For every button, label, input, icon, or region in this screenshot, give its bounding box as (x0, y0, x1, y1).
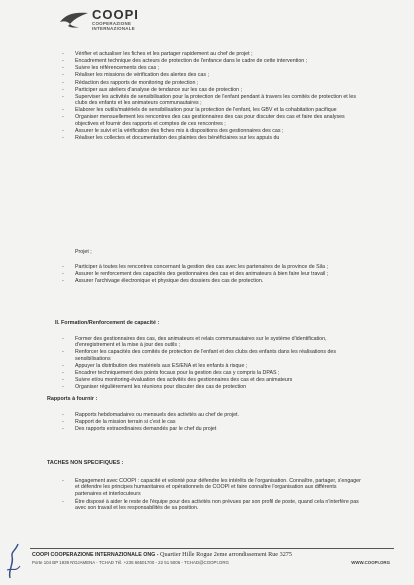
list-item: - Organiser mensuellement les rencontres des cas gestionnaires des cas pour discuter des cas et faire des analyses objectives et fournir des rapports et comptes de ces rencontres ; (62, 114, 345, 127)
list-item: - Suivre les référencements des cas ; (62, 65, 160, 72)
list-item: - Être disposé à aider le reste de l'équipe pour des activités non prévues par son profil de poste, quand cela n'interfère pas avec son travail et les responsabilités de sa position. (62, 499, 359, 512)
list-item: - Rapport de la mission terrain si c'est le cas (62, 419, 176, 426)
list-item: - Assurer le suivi et la vérification des fiches mis à dispositions des gestionnaires des cas ; (62, 127, 284, 134)
footer-website: WWW.COOPI.ORG (351, 560, 390, 565)
coopi-bird-icon (58, 10, 90, 30)
list-item: - Suivre et/ou monitoring-évaluation des activités des gestionnaires des cas et des animateurs (62, 377, 293, 384)
footer-contact: Porte 104 BP 1939 N'DJAMENA - TCHAD Tél. +235 66501700 - 22 51 5006 - TCHAD@COOPI.ORG WWW.COOPI.ORG (32, 560, 390, 565)
list-item: - Assurer l'archivage électronique et physique des dossiers des cas de protection. (62, 278, 264, 285)
list-item: - Superviser les activités de sensibilisation pour la protection de l'enfant pendant à travers les comités de protection et les clubs des enfants et les animateurs communautaires ; (62, 93, 357, 107)
list-item: - Réaliser les missions de vérification des alertes des cas ; (62, 72, 209, 79)
reports-list (62, 412, 358, 433)
list-item: - Organiser régulièrement les réunions pour discuter des cas de protection (62, 384, 247, 391)
list-item: - Participer aux ateliers d'analyse de tendance sur les cas de protection ; (62, 86, 243, 93)
training-list (62, 336, 358, 392)
list-item: - Encadrement technique des acteurs de protection de l'enfance dans le cadre de cette intervention ; (62, 58, 308, 65)
section-heading-reports: Rapports à fournir : (47, 396, 98, 402)
page-footer (0, 548, 414, 585)
list-item: - Encadrer techniquement des points focaux pour la gestion des cas y compris la DPAS ; (62, 370, 280, 377)
logo-subtitle: COOPERAZIONE INTERNAZIONALE (92, 21, 135, 31)
list-item: - Engagement avec COOPI : capacité et volonté pour défendre les intérêts de l'organisation. Connaître, partager, s'engager et défendre les principes humanitaires et opérationnels de COOPI et faire connaître l'organisation aux différents partenaires et interlocuteurs (62, 478, 361, 497)
letterhead (0, 9, 414, 31)
nonspecific-list (62, 478, 362, 513)
section-heading-training: II. Formation/Renforcement de capacité : (55, 320, 160, 326)
list-item: - Appuyer la distribution des matériels aux ES/ENA et les enfants à risque ; (62, 362, 248, 369)
list-item: - Des rapports extraordinaires demandés par le chef du projet (62, 426, 217, 433)
list-item: - Renforcer les capacités des comités de protection de l'enfant et des clubs des enfants dans les réalisations des sensibilisations (62, 349, 337, 362)
tasks-list-continued (62, 264, 358, 285)
list-item: - Assurer le renforcement des capacités des gestionnaires des cas et des animateurs à bien faire leur travail ; (62, 271, 329, 278)
tasks-list (62, 51, 358, 142)
list-item: - Rapports hebdomadaires ou mensuels des activités au chef de projet. (62, 412, 240, 418)
list-item: - Rédaction des rapports de monitoring de protection ; (62, 79, 199, 86)
footer-divider (30, 548, 394, 549)
coopi-logo (58, 9, 168, 31)
list-item: - Elaborer les outils/matériels de sensibilisation pour la protection de l'enfant, les GBV et la cohabitation pacifique (62, 107, 337, 114)
list-item: - Réaliser les collectes et documentation des plaintes des bénéficiaires sur les appuis du (62, 135, 280, 142)
logo-name: COOPI (92, 7, 139, 22)
footer-address: COOPI COOPERAZIONE INTERNAZIONALE ONG - Quartier Hille Rogue 2eme arrondissement Rue 3275 (32, 551, 292, 558)
list-item: - Participer à toutes les rencontres concernant la gestion des cas avec les partenaires de la province de Sila ; (62, 264, 328, 270)
list-item: - Vérifier et actualiser les fiches et les partager rapidement au chef de projet ; (62, 51, 253, 57)
list-item: - Former des gestionnaires des cas, des animateurs et relais communautaires sur le système d'identification, d'enregistrement et la mise à jour des outils ; (62, 336, 327, 349)
continuation-text: Projet ; (75, 249, 92, 255)
section-heading-nonspecific: TACHES NON SPECIFIQUES : (47, 460, 124, 466)
